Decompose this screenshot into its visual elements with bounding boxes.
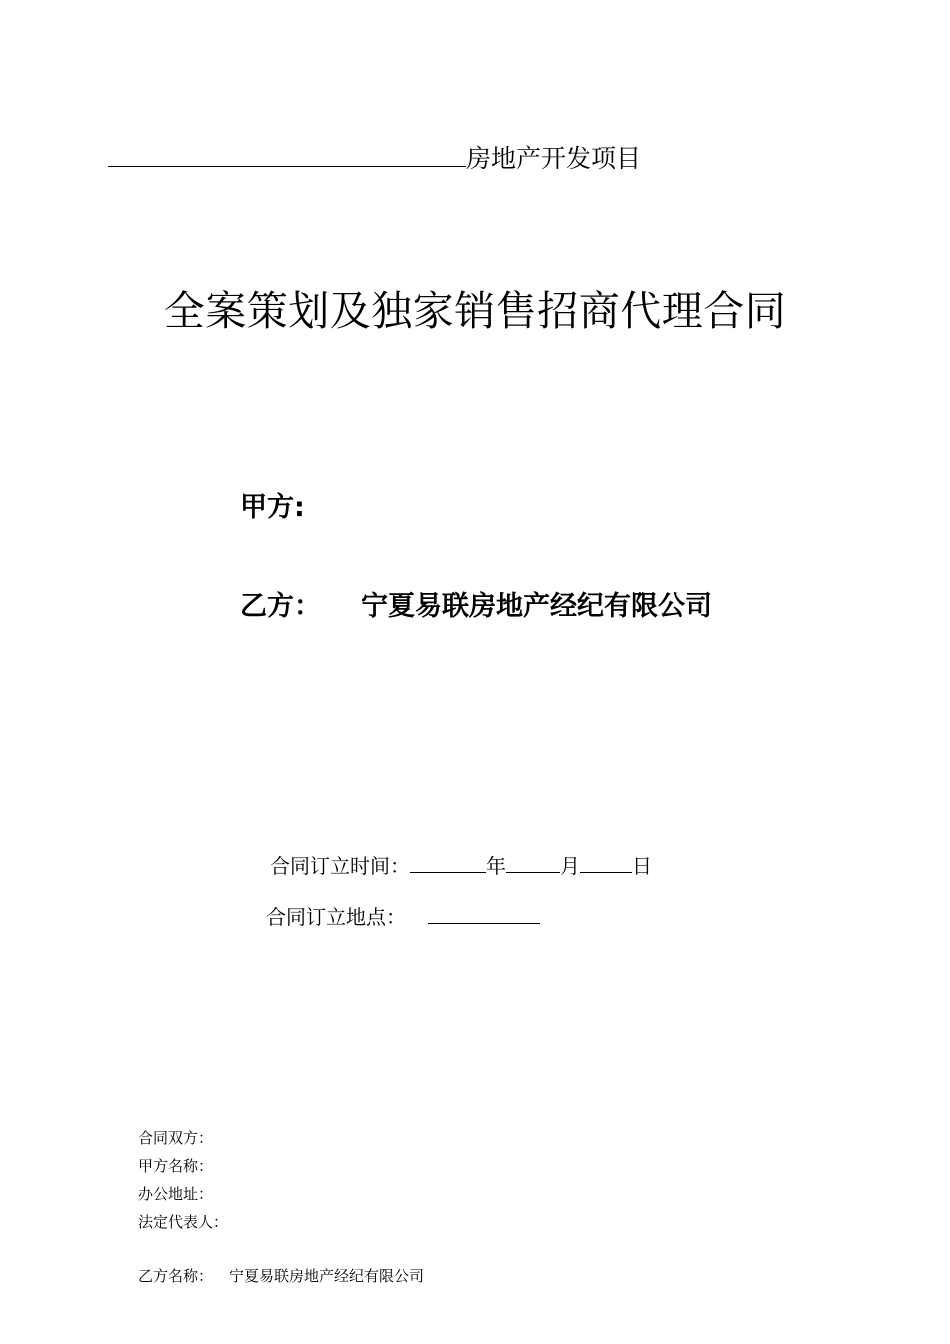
year-label: 年 <box>486 854 506 878</box>
month-label: 月 <box>560 854 580 878</box>
info-party-b-name-label: 乙方名称： <box>138 1267 214 1285</box>
month-blank <box>506 850 560 873</box>
info-party-a-name-label: 甲方名称： <box>138 1157 214 1175</box>
party-a-line <box>240 485 305 524</box>
signing-place-label: 合同订立地点： <box>266 905 406 929</box>
project-name-blank <box>108 136 466 167</box>
signing-place-line <box>266 901 540 930</box>
project-suffix: 房地产开发项目 <box>466 144 642 173</box>
contract-title: 全案策划及独家销售招商代理合同 <box>163 287 787 335</box>
signing-date-line <box>270 850 652 879</box>
party-b-line <box>240 584 712 623</box>
party-b-name: 宁夏易联房地产经纪有限公司 <box>361 591 712 622</box>
party-a-label: 甲方: <box>240 492 305 523</box>
info-legal-rep-label: 法定代表人： <box>138 1213 229 1231</box>
party-b-label: 乙方： <box>240 591 321 622</box>
info-office-address-label: 办公地址： <box>138 1185 214 1203</box>
info-parties-label: 合同双方： <box>138 1129 214 1147</box>
day-blank <box>580 850 632 873</box>
year-blank <box>410 850 486 873</box>
info-party-b-line <box>138 1265 424 1286</box>
info-party-b-name: 宁夏易联房地产经纪有限公司 <box>229 1267 425 1285</box>
day-label: 日 <box>632 854 652 878</box>
place-blank <box>428 901 540 924</box>
project-heading <box>108 136 641 172</box>
signing-date-label: 合同订立时间： <box>270 854 410 878</box>
